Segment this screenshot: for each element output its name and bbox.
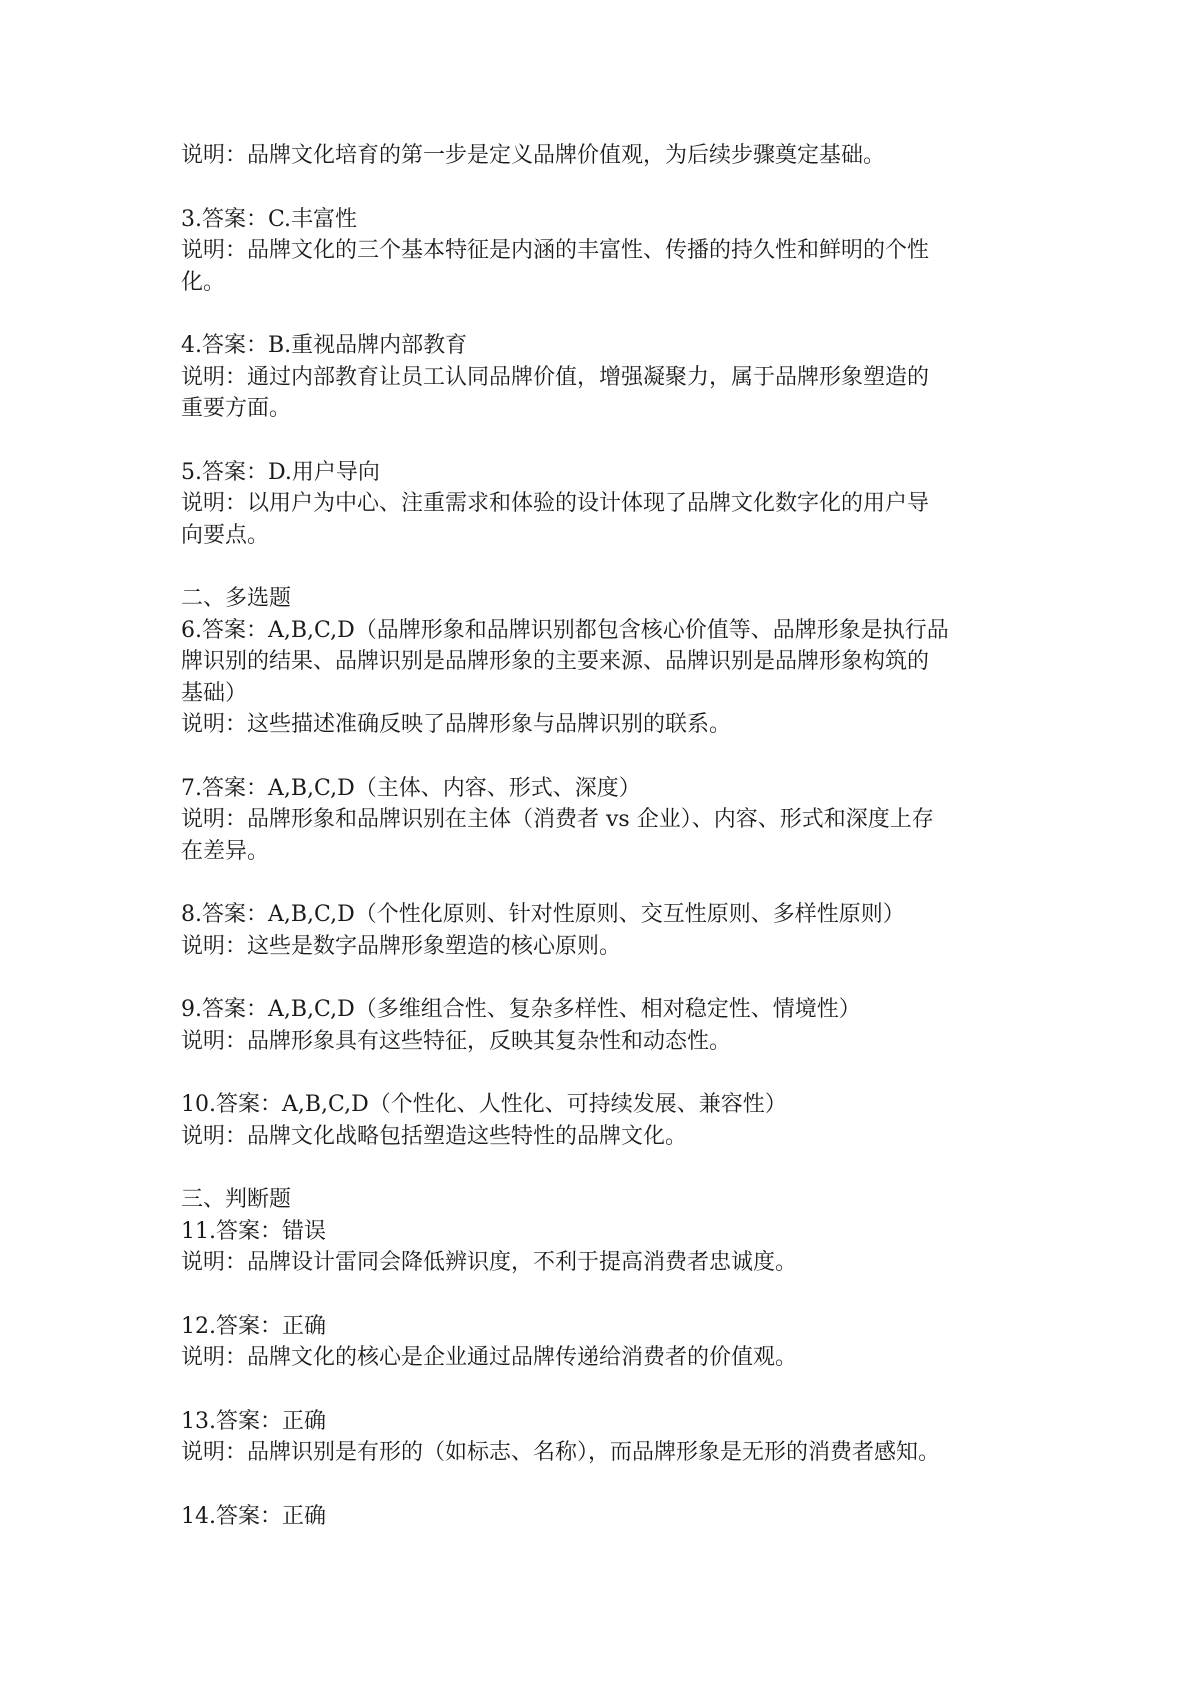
paragraph-spacer bbox=[181, 1279, 1021, 1311]
text-line: 说明：品牌形象具有这些特征，反映其复杂性和动态性。 bbox=[181, 1028, 732, 1054]
paragraph-spacer bbox=[181, 172, 1021, 204]
text-line: 在差异。 bbox=[181, 838, 270, 864]
text-line: 说明：品牌文化的三个基本特征是内涵的丰富性、传播的持久性和鲜明的个性 bbox=[181, 238, 930, 263]
text-line: 4.答案：B.重视品牌内部教育 bbox=[181, 333, 468, 358]
paragraph-spacer bbox=[181, 298, 1021, 330]
text-line: 说明：品牌识别是有形的（如标志、名称），而品牌形象是无形的消费者感知。 bbox=[181, 1440, 941, 1465]
text-line: 7.答案：A,B,C,D（主体、内容、形式、深度） bbox=[181, 775, 641, 801]
paragraph-spacer bbox=[181, 741, 1021, 773]
text-line: 说明：品牌文化战略包括塑造这些特性的品牌文化。 bbox=[181, 1123, 688, 1149]
text-line: 14.答案：正确 bbox=[181, 1503, 326, 1529]
text-line: 5.答案：D.用户导向 bbox=[181, 459, 380, 485]
text-line: 说明：品牌设计雷同会降低辨识度，不利于提高消费者忠诚度。 bbox=[181, 1250, 798, 1275]
text-line: 12.答案：正确 bbox=[181, 1313, 326, 1339]
document-page-body bbox=[181, 140, 1021, 1532]
text-line: 3.答案：C.丰富性 bbox=[181, 206, 358, 232]
text-line: 重要方面。 bbox=[181, 396, 292, 421]
text-line: 说明：这些是数字品牌形象塑造的核心原则。 bbox=[181, 933, 622, 959]
text-line: 牌识别的结果、品牌识别是品牌形象的主要来源、品牌识别是品牌形象构筑的 bbox=[181, 649, 930, 674]
paragraph-spacer bbox=[181, 1374, 1021, 1406]
text-line: 说明：品牌文化的核心是企业通过品牌传递给消费者的价值观。 bbox=[181, 1345, 798, 1370]
text-line: 化。 bbox=[181, 269, 226, 295]
paragraph-spacer bbox=[181, 551, 1021, 583]
text-line: 二、多选题 bbox=[181, 586, 292, 611]
paragraph-spacer bbox=[181, 867, 1021, 899]
text-line: 6.答案：A,B,C,D（品牌形象和品牌识别都包含核心价值等、品牌形象是执行品 bbox=[181, 617, 949, 643]
text-line: 说明：这些描述准确反映了品牌形象与品牌识别的联系。 bbox=[181, 712, 732, 737]
paragraph-spacer bbox=[181, 1152, 1021, 1184]
paragraph-spacer bbox=[181, 1057, 1021, 1089]
text-line: 向要点。 bbox=[181, 522, 270, 548]
text-line: 8.答案：A,B,C,D（个性化原则、针对性原则、交互性原则、多样性原则） bbox=[181, 902, 905, 927]
text-line: 说明：通过内部教育让员工认同品牌价值，增强凝聚力，属于品牌形象塑造的 bbox=[181, 364, 930, 390]
text-line: 基础） bbox=[181, 680, 248, 706]
text-line: 11.答案：错误 bbox=[181, 1218, 326, 1244]
text-line: 说明：品牌文化培育的第一步是定义品牌价值观，为后续步骤奠定基础。 bbox=[181, 143, 886, 168]
text-line: 三、判断题 bbox=[181, 1187, 292, 1212]
text-line: 说明：以用户为中心、注重需求和体验的设计体现了品牌文化数字化的用户导 bbox=[181, 491, 930, 516]
paragraph-spacer bbox=[181, 962, 1021, 994]
paragraph-spacer bbox=[181, 425, 1021, 457]
paragraph-spacer bbox=[181, 1469, 1021, 1501]
text-line: 13.答案：正确 bbox=[181, 1408, 326, 1434]
text-line: 10.答案：A,B,C,D（个性化、人性化、可持续发展、兼容性） bbox=[181, 1092, 787, 1117]
text-line: 9.答案：A,B,C,D（多维组合性、复杂多样性、相对稳定性、情境性） bbox=[181, 997, 861, 1022]
text-line: 说明：品牌形象和品牌识别在主体（消费者 vs 企业）、内容、形式和深度上存 bbox=[181, 807, 934, 832]
